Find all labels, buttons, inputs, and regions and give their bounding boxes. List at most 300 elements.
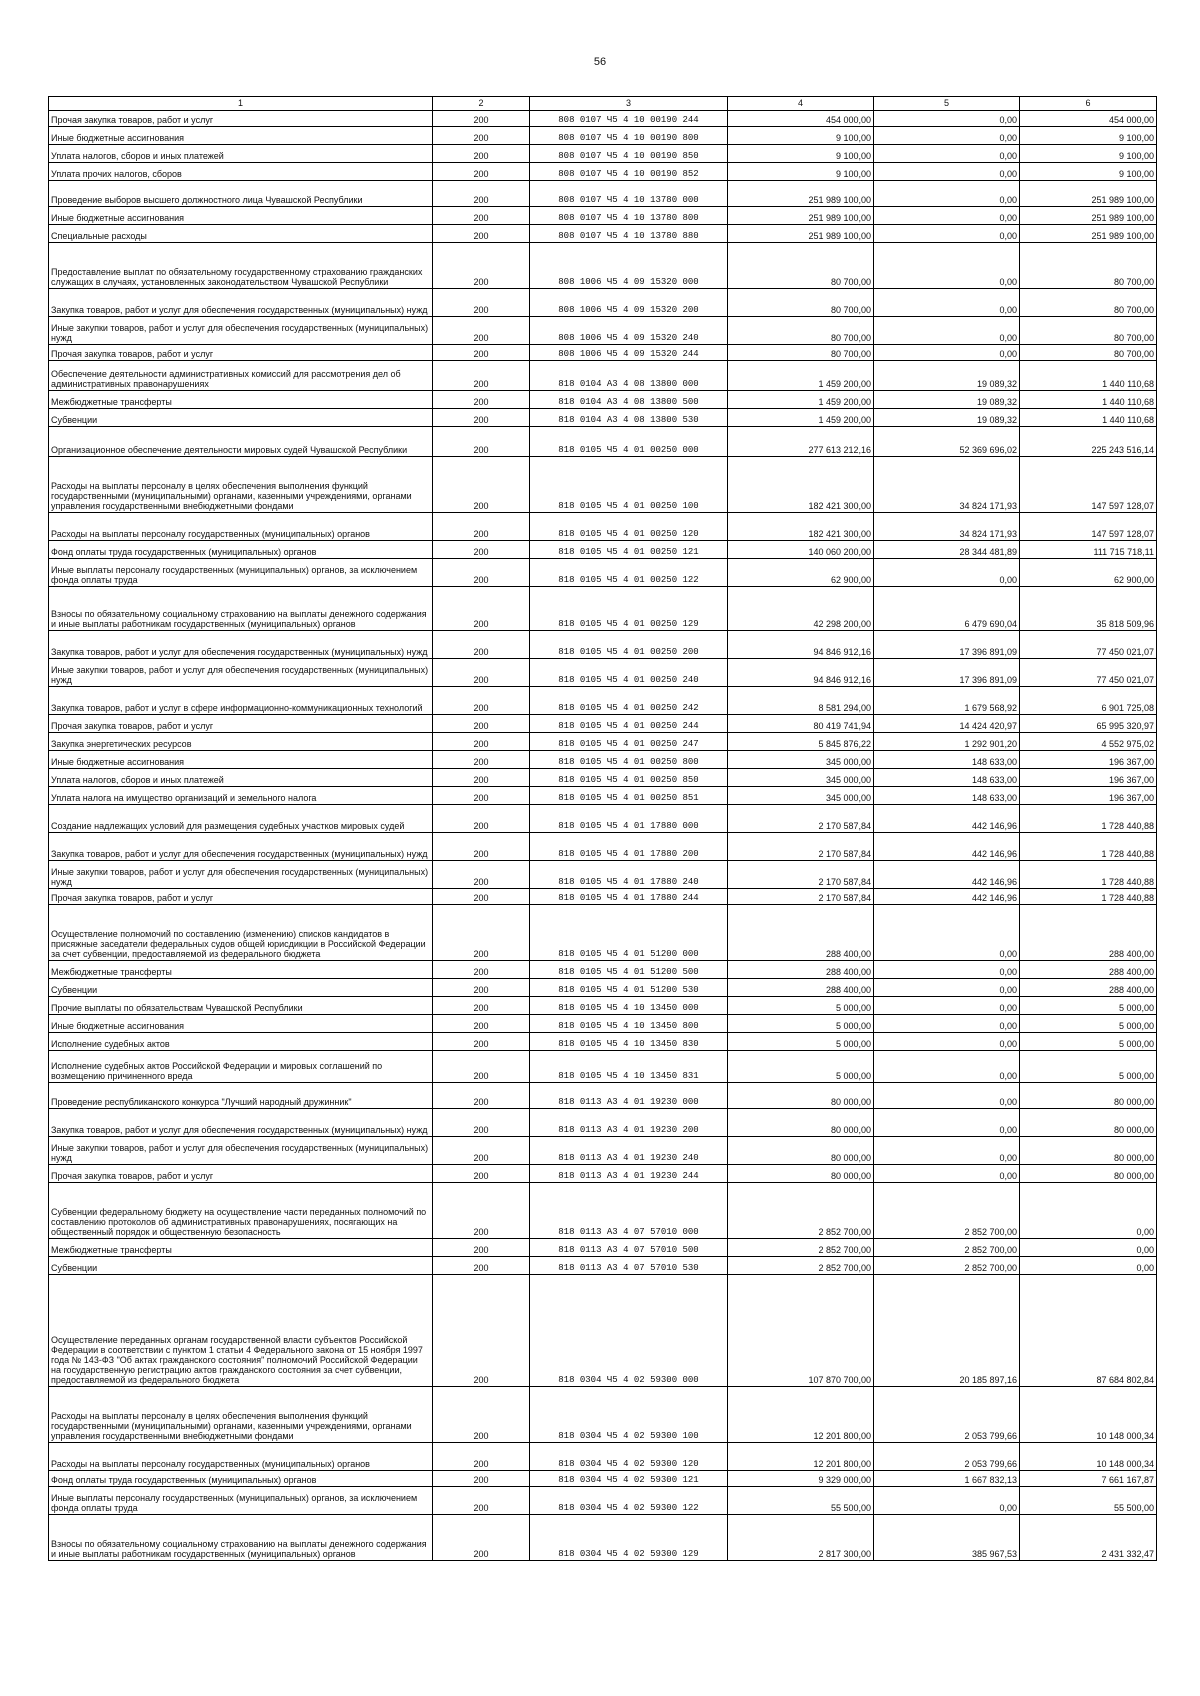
- row-line-code: 200: [433, 181, 530, 207]
- row-executed-amount: 0,00: [874, 979, 1020, 997]
- row-name: Прочая закупка товаров, работ и услуг: [49, 345, 433, 361]
- row-unexecuted-amount: 196 367,00: [1020, 751, 1157, 769]
- row-line-code: 200: [433, 979, 530, 997]
- row-name: Проведение выборов высшего должностного лица Чувашской Республики: [49, 181, 433, 207]
- row-line-code: 200: [433, 1275, 530, 1387]
- row-classification-code: 818 0113 А3 4 01 19230 240: [530, 1137, 728, 1165]
- table-row: [49, 751, 1157, 769]
- page-number: 56: [593, 56, 607, 68]
- table-row: [49, 345, 1157, 361]
- row-unexecuted-amount: 1 728 440,88: [1020, 805, 1157, 833]
- table-row: [49, 687, 1157, 715]
- row-line-code: 200: [433, 787, 530, 805]
- row-line-code: 200: [433, 1165, 530, 1183]
- row-line-code: 200: [433, 769, 530, 787]
- row-classification-code: 818 0304 Ч5 4 02 59300 129: [530, 1515, 728, 1561]
- row-classification-code: 818 0113 А3 4 07 57010 000: [530, 1183, 728, 1239]
- table-row: [49, 659, 1157, 687]
- row-line-code: 200: [433, 345, 530, 361]
- table-row: [49, 733, 1157, 751]
- row-line-code: 200: [433, 111, 530, 127]
- row-name: Субвенции: [49, 409, 433, 427]
- table-row: [49, 207, 1157, 225]
- row-approved-amount: 80 000,00: [728, 1137, 874, 1165]
- table-row: [49, 961, 1157, 979]
- row-name: Закупка товаров, работ и услуг в сфере информационно-коммуникационных технологий: [49, 687, 433, 715]
- row-approved-amount: 80 000,00: [728, 1165, 874, 1183]
- row-executed-amount: 0,00: [874, 345, 1020, 361]
- row-executed-amount: 52 369 696,02: [874, 427, 1020, 457]
- row-classification-code: 818 0113 А3 4 01 19230 244: [530, 1165, 728, 1183]
- row-unexecuted-amount: 35 818 509,96: [1020, 587, 1157, 631]
- row-unexecuted-amount: 1 440 110,68: [1020, 391, 1157, 409]
- row-line-code: 200: [433, 1109, 530, 1137]
- row-line-code: 200: [433, 751, 530, 769]
- row-name: Иные закупки товаров, работ и услуг для обеспечения государственных (муниципальных) нужд: [49, 1137, 433, 1165]
- table-row: [49, 1109, 1157, 1137]
- row-executed-amount: 17 396 891,09: [874, 631, 1020, 659]
- row-classification-code: 818 0304 Ч5 4 02 59300 000: [530, 1275, 728, 1387]
- row-approved-amount: 1 459 200,00: [728, 391, 874, 409]
- row-line-code: 200: [433, 1471, 530, 1487]
- table-row: [49, 769, 1157, 787]
- row-executed-amount: 0,00: [874, 961, 1020, 979]
- row-name: Иные выплаты персоналу государственных (муниципальных) органов, за исключением фонда оплаты труда: [49, 559, 433, 587]
- row-classification-code: 818 0105 Ч5 4 01 51200 530: [530, 979, 728, 997]
- row-classification-code: 818 0105 Ч5 4 01 00250 121: [530, 541, 728, 559]
- row-classification-code: 818 0105 Ч5 4 01 00250 851: [530, 787, 728, 805]
- row-approved-amount: 9 100,00: [728, 163, 874, 181]
- row-unexecuted-amount: 80 000,00: [1020, 1083, 1157, 1109]
- row-name: Иные закупки товаров, работ и услуг для обеспечения государственных (муниципальных) нужд: [49, 861, 433, 889]
- row-line-code: 200: [433, 1083, 530, 1109]
- row-classification-code: 818 0105 Ч5 4 01 17880 244: [530, 889, 728, 905]
- row-name: Уплата налога на имущество организаций и земельного налога: [49, 787, 433, 805]
- row-unexecuted-amount: 9 100,00: [1020, 145, 1157, 163]
- row-approved-amount: 94 846 912,16: [728, 659, 874, 687]
- table-row: [49, 317, 1157, 345]
- table-row: [49, 361, 1157, 391]
- row-name: Взносы по обязательному социальному страхованию на выплаты денежного содержания и иные выплаты работникам государственных (муниципальных) органов: [49, 587, 433, 631]
- row-unexecuted-amount: 111 715 718,11: [1020, 541, 1157, 559]
- row-name: Иные бюджетные ассигнования: [49, 1015, 433, 1033]
- row-classification-code: 818 0104 А3 4 08 13800 500: [530, 391, 728, 409]
- column-number-header: [49, 97, 1157, 111]
- row-line-code: 200: [433, 1487, 530, 1515]
- row-unexecuted-amount: 225 243 516,14: [1020, 427, 1157, 457]
- row-unexecuted-amount: 5 000,00: [1020, 1015, 1157, 1033]
- row-approved-amount: 9 100,00: [728, 127, 874, 145]
- row-unexecuted-amount: 288 400,00: [1020, 961, 1157, 979]
- row-line-code: 200: [433, 513, 530, 541]
- row-unexecuted-amount: 1 440 110,68: [1020, 361, 1157, 391]
- row-unexecuted-amount: 80 700,00: [1020, 345, 1157, 361]
- table-row: [49, 587, 1157, 631]
- row-classification-code: 818 0105 Ч5 4 01 00250 800: [530, 751, 728, 769]
- row-executed-amount: 0,00: [874, 225, 1020, 243]
- row-name: Иные закупки товаров, работ и услуг для обеспечения государственных (муниципальных) нужд: [49, 317, 433, 345]
- row-name: Межбюджетные трансферты: [49, 961, 433, 979]
- row-line-code: 200: [433, 409, 530, 427]
- table-row: [49, 1487, 1157, 1515]
- row-line-code: 200: [433, 243, 530, 289]
- row-line-code: 200: [433, 1387, 530, 1443]
- row-classification-code: 808 0107 Ч5 4 10 13780 880: [530, 225, 728, 243]
- row-executed-amount: 0,00: [874, 145, 1020, 163]
- table-row: [49, 1515, 1157, 1561]
- table-row: [49, 833, 1157, 861]
- row-approved-amount: 8 581 294,00: [728, 687, 874, 715]
- row-unexecuted-amount: 65 995 320,97: [1020, 715, 1157, 733]
- table-row: [49, 127, 1157, 145]
- row-approved-amount: 5 000,00: [728, 1051, 874, 1083]
- row-line-code: 200: [433, 1183, 530, 1239]
- table-row: [49, 1033, 1157, 1051]
- table-row: [49, 145, 1157, 163]
- row-line-code: 200: [433, 687, 530, 715]
- row-executed-amount: 442 146,96: [874, 805, 1020, 833]
- row-executed-amount: 1 667 832,13: [874, 1471, 1020, 1487]
- table-row: [49, 111, 1157, 127]
- row-executed-amount: 34 824 171,93: [874, 457, 1020, 513]
- row-line-code: 200: [433, 127, 530, 145]
- row-classification-code: 808 0107 Ч5 4 10 00190 850: [530, 145, 728, 163]
- column-header-name: 1: [49, 97, 433, 111]
- row-executed-amount: 6 479 690,04: [874, 587, 1020, 631]
- budget-table: [48, 96, 1157, 1561]
- row-executed-amount: 0,00: [874, 127, 1020, 145]
- table-row: [49, 979, 1157, 997]
- row-unexecuted-amount: 5 000,00: [1020, 1033, 1157, 1051]
- row-executed-amount: 0,00: [874, 243, 1020, 289]
- table-row: [49, 997, 1157, 1015]
- row-name: Уплата налогов, сборов и иных платежей: [49, 769, 433, 787]
- row-executed-amount: 1 292 901,20: [874, 733, 1020, 751]
- table-row: [49, 905, 1157, 961]
- row-executed-amount: 0,00: [874, 1083, 1020, 1109]
- row-unexecuted-amount: 55 500,00: [1020, 1487, 1157, 1515]
- row-executed-amount: 0,00: [874, 1137, 1020, 1165]
- row-unexecuted-amount: 251 989 100,00: [1020, 225, 1157, 243]
- column-header-classification-code: 3: [530, 97, 728, 111]
- row-classification-code: 818 0105 Ч5 4 01 17880 200: [530, 833, 728, 861]
- table-row: [49, 631, 1157, 659]
- row-name: Иные выплаты персоналу государственных (муниципальных) органов, за исключением фонда оплаты труда: [49, 1487, 433, 1515]
- table-row: [49, 513, 1157, 541]
- row-executed-amount: 19 089,32: [874, 391, 1020, 409]
- row-unexecuted-amount: 9 100,00: [1020, 163, 1157, 181]
- table-row: [49, 1275, 1157, 1387]
- row-classification-code: 818 0105 Ч5 4 10 13450 831: [530, 1051, 728, 1083]
- row-classification-code: 818 0304 Ч5 4 02 59300 120: [530, 1443, 728, 1471]
- row-name: Прочие выплаты по обязательствам Чувашской Республики: [49, 997, 433, 1015]
- row-approved-amount: 1 459 200,00: [728, 361, 874, 391]
- row-classification-code: 808 1006 Ч5 4 09 15320 240: [530, 317, 728, 345]
- row-unexecuted-amount: 1 440 110,68: [1020, 409, 1157, 427]
- row-line-code: 200: [433, 587, 530, 631]
- table-row: [49, 889, 1157, 905]
- row-approved-amount: 251 989 100,00: [728, 181, 874, 207]
- row-line-code: 200: [433, 889, 530, 905]
- row-approved-amount: 9 329 000,00: [728, 1471, 874, 1487]
- row-classification-code: 818 0105 Ч5 4 01 51200 500: [530, 961, 728, 979]
- table-row: [49, 181, 1157, 207]
- row-line-code: 200: [433, 289, 530, 317]
- row-unexecuted-amount: 5 000,00: [1020, 997, 1157, 1015]
- row-name: Организационное обеспечение деятельности мировых судей Чувашской Республики: [49, 427, 433, 457]
- row-approved-amount: 251 989 100,00: [728, 225, 874, 243]
- row-approved-amount: 80 000,00: [728, 1109, 874, 1137]
- row-name: Расходы на выплаты персоналу в целях обеспечения выполнения функций государственными (муниципальными) органами, казенными учреждениями, органами управления государственными внебюджетными фондами: [49, 457, 433, 513]
- row-unexecuted-amount: 80 700,00: [1020, 317, 1157, 345]
- table-row: [49, 289, 1157, 317]
- row-name: Субвенции федеральному бюджету на осуществление части переданных полномочий по составлению протоколов об административных правонарушениях, посягающих на общественный порядок и общественную безопасность: [49, 1183, 433, 1239]
- row-classification-code: 818 0105 Ч5 4 01 00250 122: [530, 559, 728, 587]
- row-approved-amount: 9 100,00: [728, 145, 874, 163]
- row-line-code: 200: [433, 559, 530, 587]
- row-unexecuted-amount: 2 431 332,47: [1020, 1515, 1157, 1561]
- row-unexecuted-amount: 80 000,00: [1020, 1165, 1157, 1183]
- row-line-code: 200: [433, 1239, 530, 1257]
- row-line-code: 200: [433, 1051, 530, 1083]
- row-executed-amount: 385 967,53: [874, 1515, 1020, 1561]
- table-row: [49, 861, 1157, 889]
- row-unexecuted-amount: 7 661 167,87: [1020, 1471, 1157, 1487]
- row-unexecuted-amount: 147 597 128,07: [1020, 457, 1157, 513]
- row-executed-amount: 14 424 420,97: [874, 715, 1020, 733]
- row-name: Расходы на выплаты персоналу в целях обеспечения выполнения функций государственными (муниципальными) органами, казенными учреждениями, органами управления государственными внебюджетными фондами: [49, 1387, 433, 1443]
- row-classification-code: 818 0105 Ч5 4 01 00250 240: [530, 659, 728, 687]
- row-name: Межбюджетные трансферты: [49, 1239, 433, 1257]
- row-name: Создание надлежащих условий для размещения судебных участков мировых судей: [49, 805, 433, 833]
- row-approved-amount: 5 000,00: [728, 1015, 874, 1033]
- row-unexecuted-amount: 454 000,00: [1020, 111, 1157, 127]
- row-name: Иные бюджетные ассигнования: [49, 751, 433, 769]
- row-unexecuted-amount: 147 597 128,07: [1020, 513, 1157, 541]
- row-executed-amount: 0,00: [874, 317, 1020, 345]
- row-classification-code: 818 0105 Ч5 4 01 00250 120: [530, 513, 728, 541]
- row-classification-code: 818 0104 А3 4 08 13800 000: [530, 361, 728, 391]
- row-approved-amount: 345 000,00: [728, 787, 874, 805]
- row-executed-amount: 2 852 700,00: [874, 1183, 1020, 1239]
- row-unexecuted-amount: 196 367,00: [1020, 787, 1157, 805]
- row-approved-amount: 1 459 200,00: [728, 409, 874, 427]
- row-unexecuted-amount: 0,00: [1020, 1183, 1157, 1239]
- row-classification-code: 818 0304 Ч5 4 02 59300 121: [530, 1471, 728, 1487]
- row-line-code: 200: [433, 225, 530, 243]
- row-executed-amount: 0,00: [874, 1015, 1020, 1033]
- row-executed-amount: 442 146,96: [874, 833, 1020, 861]
- row-unexecuted-amount: 251 989 100,00: [1020, 207, 1157, 225]
- row-approved-amount: 2 170 587,84: [728, 861, 874, 889]
- row-approved-amount: 288 400,00: [728, 905, 874, 961]
- row-unexecuted-amount: 0,00: [1020, 1257, 1157, 1275]
- row-executed-amount: 0,00: [874, 163, 1020, 181]
- row-classification-code: 818 0105 Ч5 4 01 00250 100: [530, 457, 728, 513]
- row-name: Уплата прочих налогов, сборов: [49, 163, 433, 181]
- row-executed-amount: 2 053 799,66: [874, 1387, 1020, 1443]
- row-approved-amount: 182 421 300,00: [728, 513, 874, 541]
- row-classification-code: 818 0105 Ч5 4 01 00250 200: [530, 631, 728, 659]
- row-name: Иные бюджетные ассигнования: [49, 127, 433, 145]
- row-approved-amount: 2 852 700,00: [728, 1183, 874, 1239]
- table-row: [49, 457, 1157, 513]
- row-classification-code: 818 0105 Ч5 4 10 13450 000: [530, 997, 728, 1015]
- row-executed-amount: 19 089,32: [874, 409, 1020, 427]
- row-approved-amount: 277 613 212,16: [728, 427, 874, 457]
- table-row: [49, 391, 1157, 409]
- row-executed-amount: 2 053 799,66: [874, 1443, 1020, 1471]
- row-classification-code: 808 0107 Ч5 4 10 00190 244: [530, 111, 728, 127]
- row-line-code: 200: [433, 457, 530, 513]
- row-line-code: 200: [433, 861, 530, 889]
- row-executed-amount: 0,00: [874, 905, 1020, 961]
- row-classification-code: 818 0105 Ч5 4 01 00250 129: [530, 587, 728, 631]
- row-name: Фонд оплаты труда государственных (муниципальных) органов: [49, 1471, 433, 1487]
- row-unexecuted-amount: 10 148 000,34: [1020, 1387, 1157, 1443]
- row-line-code: 200: [433, 391, 530, 409]
- row-unexecuted-amount: 77 450 021,07: [1020, 631, 1157, 659]
- row-approved-amount: 345 000,00: [728, 769, 874, 787]
- row-classification-code: 818 0105 Ч5 4 01 17880 000: [530, 805, 728, 833]
- row-line-code: 200: [433, 805, 530, 833]
- row-unexecuted-amount: 288 400,00: [1020, 979, 1157, 997]
- row-executed-amount: 0,00: [874, 289, 1020, 317]
- row-unexecuted-amount: 196 367,00: [1020, 769, 1157, 787]
- table-row: [49, 409, 1157, 427]
- row-approved-amount: 2 852 700,00: [728, 1239, 874, 1257]
- row-executed-amount: 0,00: [874, 207, 1020, 225]
- row-approved-amount: 80 700,00: [728, 345, 874, 361]
- row-name: Обеспечение деятельности административных комиссий для рассмотрения дел об административных правонарушениях: [49, 361, 433, 391]
- table-row: [49, 805, 1157, 833]
- row-classification-code: 818 0113 А3 4 01 19230 200: [530, 1109, 728, 1137]
- row-classification-code: 808 0107 Ч5 4 10 13780 000: [530, 181, 728, 207]
- row-unexecuted-amount: 80 700,00: [1020, 243, 1157, 289]
- row-approved-amount: 80 419 741,94: [728, 715, 874, 733]
- row-unexecuted-amount: 80 000,00: [1020, 1109, 1157, 1137]
- row-classification-code: 818 0104 А3 4 08 13800 530: [530, 409, 728, 427]
- row-classification-code: 818 0105 Ч5 4 10 13450 830: [530, 1033, 728, 1051]
- table-row: [49, 787, 1157, 805]
- row-approved-amount: 454 000,00: [728, 111, 874, 127]
- row-name: Субвенции: [49, 979, 433, 997]
- row-unexecuted-amount: 288 400,00: [1020, 905, 1157, 961]
- row-line-code: 200: [433, 833, 530, 861]
- row-classification-code: 808 1006 Ч5 4 09 15320 244: [530, 345, 728, 361]
- row-approved-amount: 80 700,00: [728, 289, 874, 317]
- table-row: [49, 1083, 1157, 1109]
- row-classification-code: 808 0107 Ч5 4 10 00190 800: [530, 127, 728, 145]
- row-classification-code: 818 0113 А3 4 07 57010 530: [530, 1257, 728, 1275]
- row-name: Прочая закупка товаров, работ и услуг: [49, 715, 433, 733]
- row-line-code: 200: [433, 905, 530, 961]
- row-approved-amount: 62 900,00: [728, 559, 874, 587]
- row-classification-code: 818 0105 Ч5 4 10 13450 800: [530, 1015, 728, 1033]
- table-row: [49, 559, 1157, 587]
- row-line-code: 200: [433, 631, 530, 659]
- row-approved-amount: 2 170 587,84: [728, 805, 874, 833]
- row-unexecuted-amount: 80 700,00: [1020, 289, 1157, 317]
- row-unexecuted-amount: 5 000,00: [1020, 1051, 1157, 1083]
- row-name: Прочая закупка товаров, работ и услуг: [49, 889, 433, 905]
- row-unexecuted-amount: 6 901 725,08: [1020, 687, 1157, 715]
- row-approved-amount: 42 298 200,00: [728, 587, 874, 631]
- row-approved-amount: 288 400,00: [728, 961, 874, 979]
- row-line-code: 200: [433, 317, 530, 345]
- table-row: [49, 225, 1157, 243]
- row-name: Закупка товаров, работ и услуг для обеспечения государственных (муниципальных) нужд: [49, 289, 433, 317]
- row-name: Осуществление полномочий по составлению (изменению) списков кандидатов в присяжные заседатели федеральных судов общей юрисдикции в Российской Федерации за счет субвенции, предоставляемой из федерального бюджета: [49, 905, 433, 961]
- row-name: Закупка товаров, работ и услуг для обеспечения государственных (муниципальных) нужд: [49, 1109, 433, 1137]
- row-approved-amount: 2 170 587,84: [728, 889, 874, 905]
- row-line-code: 200: [433, 1257, 530, 1275]
- row-approved-amount: 5 000,00: [728, 997, 874, 1015]
- row-classification-code: 818 0105 Ч5 4 01 51200 000: [530, 905, 728, 961]
- row-executed-amount: 0,00: [874, 1165, 1020, 1183]
- row-classification-code: 818 0105 Ч5 4 01 00250 242: [530, 687, 728, 715]
- table-row: [49, 1165, 1157, 1183]
- row-line-code: 200: [433, 1137, 530, 1165]
- row-line-code: 200: [433, 361, 530, 391]
- row-approved-amount: 12 201 800,00: [728, 1443, 874, 1471]
- row-line-code: 200: [433, 733, 530, 751]
- table-row: [49, 1183, 1157, 1239]
- row-executed-amount: 28 344 481,89: [874, 541, 1020, 559]
- row-unexecuted-amount: 1 728 440,88: [1020, 889, 1157, 905]
- row-approved-amount: 94 846 912,16: [728, 631, 874, 659]
- row-name: Закупка товаров, работ и услуг для обеспечения государственных (муниципальных) нужд: [49, 833, 433, 861]
- row-name: Расходы на выплаты персоналу государственных (муниципальных) органов: [49, 513, 433, 541]
- row-executed-amount: 34 824 171,93: [874, 513, 1020, 541]
- row-classification-code: 818 0105 Ч5 4 01 00250 244: [530, 715, 728, 733]
- table-row: [49, 427, 1157, 457]
- row-name: Расходы на выплаты персоналу государственных (муниципальных) органов: [49, 1443, 433, 1471]
- row-approved-amount: 140 060 200,00: [728, 541, 874, 559]
- row-name: Исполнение судебных актов Российской Федерации и мировых соглашений по возмещению причиненного вреда: [49, 1051, 433, 1083]
- row-line-code: 200: [433, 1443, 530, 1471]
- row-executed-amount: 0,00: [874, 559, 1020, 587]
- row-approved-amount: 2 170 587,84: [728, 833, 874, 861]
- table-row: [49, 1257, 1157, 1275]
- column-header-executed: 5: [874, 97, 1020, 111]
- row-executed-amount: 2 852 700,00: [874, 1257, 1020, 1275]
- row-approved-amount: 5 000,00: [728, 1033, 874, 1051]
- row-executed-amount: 20 185 897,16: [874, 1275, 1020, 1387]
- row-name: Межбюджетные трансферты: [49, 391, 433, 409]
- row-executed-amount: 0,00: [874, 1109, 1020, 1137]
- row-line-code: 200: [433, 1033, 530, 1051]
- row-classification-code: 808 0107 Ч5 4 10 00190 852: [530, 163, 728, 181]
- row-name: Прочая закупка товаров, работ и услуг: [49, 111, 433, 127]
- table-row: [49, 1387, 1157, 1443]
- row-executed-amount: 0,00: [874, 1487, 1020, 1515]
- row-unexecuted-amount: 10 148 000,34: [1020, 1443, 1157, 1471]
- row-executed-amount: 19 089,32: [874, 361, 1020, 391]
- row-executed-amount: 148 633,00: [874, 751, 1020, 769]
- row-name: Закупка товаров, работ и услуг для обеспечения государственных (муниципальных) нужд: [49, 631, 433, 659]
- row-classification-code: 818 0105 Ч5 4 01 00250 247: [530, 733, 728, 751]
- row-name: Закупка энергетических ресурсов: [49, 733, 433, 751]
- row-line-code: 200: [433, 427, 530, 457]
- row-executed-amount: 0,00: [874, 1051, 1020, 1083]
- row-approved-amount: 107 870 700,00: [728, 1275, 874, 1387]
- row-unexecuted-amount: 9 100,00: [1020, 127, 1157, 145]
- row-executed-amount: 0,00: [874, 181, 1020, 207]
- row-executed-amount: 17 396 891,09: [874, 659, 1020, 687]
- row-name: Специальные расходы: [49, 225, 433, 243]
- row-name: Иные закупки товаров, работ и услуг для обеспечения государственных (муниципальных) нужд: [49, 659, 433, 687]
